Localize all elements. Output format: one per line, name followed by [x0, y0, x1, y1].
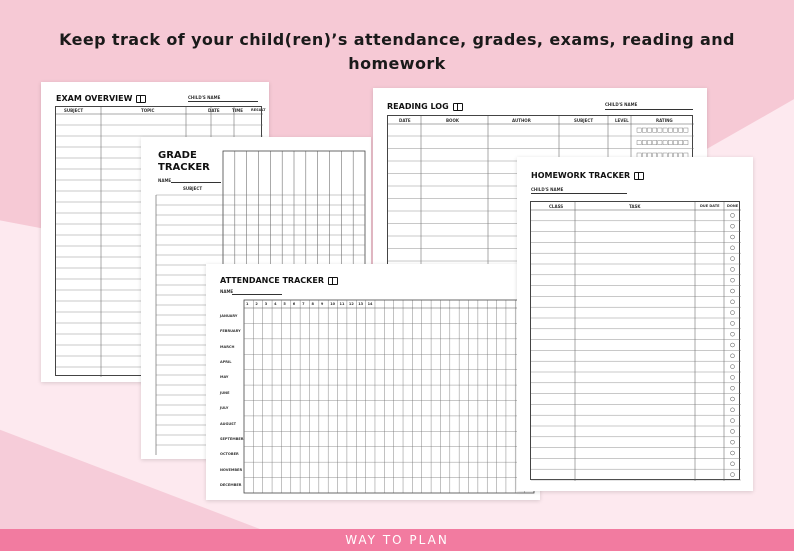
homework-table	[530, 201, 740, 480]
attendance-day-label: 13	[358, 302, 364, 306]
footer-banner	[0, 529, 794, 551]
rating-box	[653, 141, 657, 145]
rating-box	[673, 141, 677, 145]
done-checkbox	[731, 375, 735, 379]
done-checkbox	[731, 429, 735, 433]
attendance-month-label: MAY	[220, 375, 229, 380]
reading-name-line	[605, 109, 693, 110]
attendance-month-label: JANUARY	[220, 313, 238, 318]
book-icon	[136, 95, 146, 103]
rating-box	[668, 128, 672, 132]
done-checkbox	[731, 462, 735, 466]
done-checkbox	[731, 257, 735, 261]
attendance-month-label: NOVEMBER	[220, 467, 243, 472]
homework-title: HOMEWORK TRACKER	[531, 171, 631, 180]
done-checkbox	[731, 451, 735, 455]
done-checkbox	[731, 246, 735, 250]
done-checkbox	[731, 386, 735, 390]
attendance-month-label: SEPTEMBER	[220, 437, 244, 442]
grade-title-line-1: GRADE	[158, 150, 197, 161]
homework-name-line	[531, 193, 627, 194]
done-checkbox	[731, 289, 735, 293]
attendance-day-label: 12	[348, 302, 354, 306]
rating-box	[673, 128, 677, 132]
done-checkbox	[731, 419, 735, 423]
attendance-day-label: 3	[264, 302, 268, 306]
rating-box	[668, 141, 672, 145]
attendance-month-label: JULY	[220, 406, 229, 411]
attendance-day-label: 8	[311, 302, 314, 306]
done-checkbox	[731, 408, 735, 412]
rating-box	[647, 141, 651, 145]
attendance-day-label: 2	[255, 302, 258, 306]
attendance-day-label: 1	[246, 302, 249, 306]
done-checkbox	[731, 365, 735, 369]
rating-box	[653, 128, 657, 132]
reading-col-book: BOOK	[446, 118, 459, 123]
footer-brand: WAY TO PLAN	[345, 533, 449, 547]
rating-box	[647, 128, 651, 132]
exam-col-date: DATE	[208, 108, 220, 113]
rating-box	[684, 141, 688, 145]
reading-title: READING LOG	[387, 102, 449, 111]
rating-box	[658, 128, 662, 132]
attendance-title: ATTENDANCE TRACKER	[220, 276, 324, 285]
homework-tracker-sheet	[517, 157, 753, 491]
attendance-month-label: JUNE	[220, 390, 230, 395]
rating-box	[642, 141, 646, 145]
attendance-month-label: DECEMBER	[220, 483, 242, 488]
headline	[0, 28, 794, 76]
rating-box	[663, 128, 667, 132]
book-icon	[634, 172, 644, 180]
attendance-day-label: 6	[292, 302, 296, 306]
headline-line-2: homework	[348, 54, 446, 73]
attendance-month-label: OCTOBER	[220, 452, 239, 457]
done-checkbox	[731, 267, 735, 271]
reading-col-subject: SUBJECT	[574, 118, 594, 123]
homework-col-class: CLASS	[549, 204, 564, 209]
homework-col-task: TASK	[629, 204, 641, 209]
headline-line-1: Keep track of your child(ren)’s attendance, grades, exams, reading and	[59, 30, 735, 49]
grade-name-label: NAME	[158, 178, 172, 183]
reading-col-date: DATE	[399, 118, 411, 123]
rating-box	[658, 141, 662, 145]
done-checkbox	[731, 213, 735, 217]
book-icon	[453, 103, 463, 111]
done-checkbox	[731, 397, 735, 401]
rating-box	[679, 141, 683, 145]
attendance-tracker-sheet	[206, 264, 540, 500]
attendance-grid-lines	[206, 264, 540, 500]
done-checkbox	[731, 278, 735, 282]
grade-title-line-2: TRACKER	[158, 162, 210, 173]
done-checkbox	[731, 321, 735, 325]
done-checkbox	[731, 300, 735, 304]
attendance-day-label: 10	[330, 302, 336, 306]
rating-box	[637, 128, 641, 132]
attendance-day-label: 9	[320, 302, 324, 306]
homework-grid-lines	[531, 202, 741, 481]
done-checkbox	[731, 311, 735, 315]
attendance-name-label: NAME	[220, 289, 234, 294]
exam-name-label: CHILD'S NAME	[188, 95, 221, 100]
done-checkbox	[731, 343, 735, 347]
attendance-day-label: 7	[302, 302, 305, 306]
grade-subject-label: SUBJECT	[183, 186, 203, 191]
done-checkbox	[731, 332, 735, 336]
reading-col-rating: RATING	[656, 118, 673, 123]
attendance-month-label: APRIL	[220, 359, 232, 364]
rating-box	[684, 128, 688, 132]
done-checkbox	[731, 224, 735, 228]
attendance-day-label: 14	[367, 302, 373, 306]
done-checkbox	[731, 440, 735, 444]
exam-col-subject: SUBJECT	[64, 108, 84, 113]
attendance-day-label: 11	[339, 302, 345, 306]
exam-col-topic: TOPIC	[141, 108, 155, 113]
attendance-month-label: AUGUST	[220, 421, 237, 426]
attendance-day-label: 5	[283, 302, 286, 306]
attendance-month-label: MARCH	[220, 344, 235, 349]
exam-col-time: TIME	[232, 108, 243, 113]
done-checkbox	[731, 354, 735, 358]
rating-box	[663, 141, 667, 145]
homework-name-label: CHILD'S NAME	[531, 187, 564, 192]
rating-box	[637, 141, 641, 145]
exam-col-result: RESULT	[251, 108, 266, 112]
homework-col-due: DUE DATE	[700, 204, 720, 208]
reading-col-author: AUTHOR	[512, 118, 531, 123]
exam-name-line	[188, 101, 258, 102]
done-checkbox	[731, 473, 735, 477]
reading-name-label: CHILD'S NAME	[605, 102, 638, 107]
reading-col-level: LEVEL	[615, 118, 629, 123]
attendance-day-label: 4	[274, 302, 277, 306]
attendance-month-label: FEBRUARY	[220, 329, 241, 334]
rating-box	[642, 128, 646, 132]
rating-box	[679, 128, 683, 132]
exam-title: EXAM OVERVIEW	[56, 94, 133, 103]
done-checkbox	[731, 235, 735, 239]
homework-col-done: DONE	[727, 204, 739, 208]
